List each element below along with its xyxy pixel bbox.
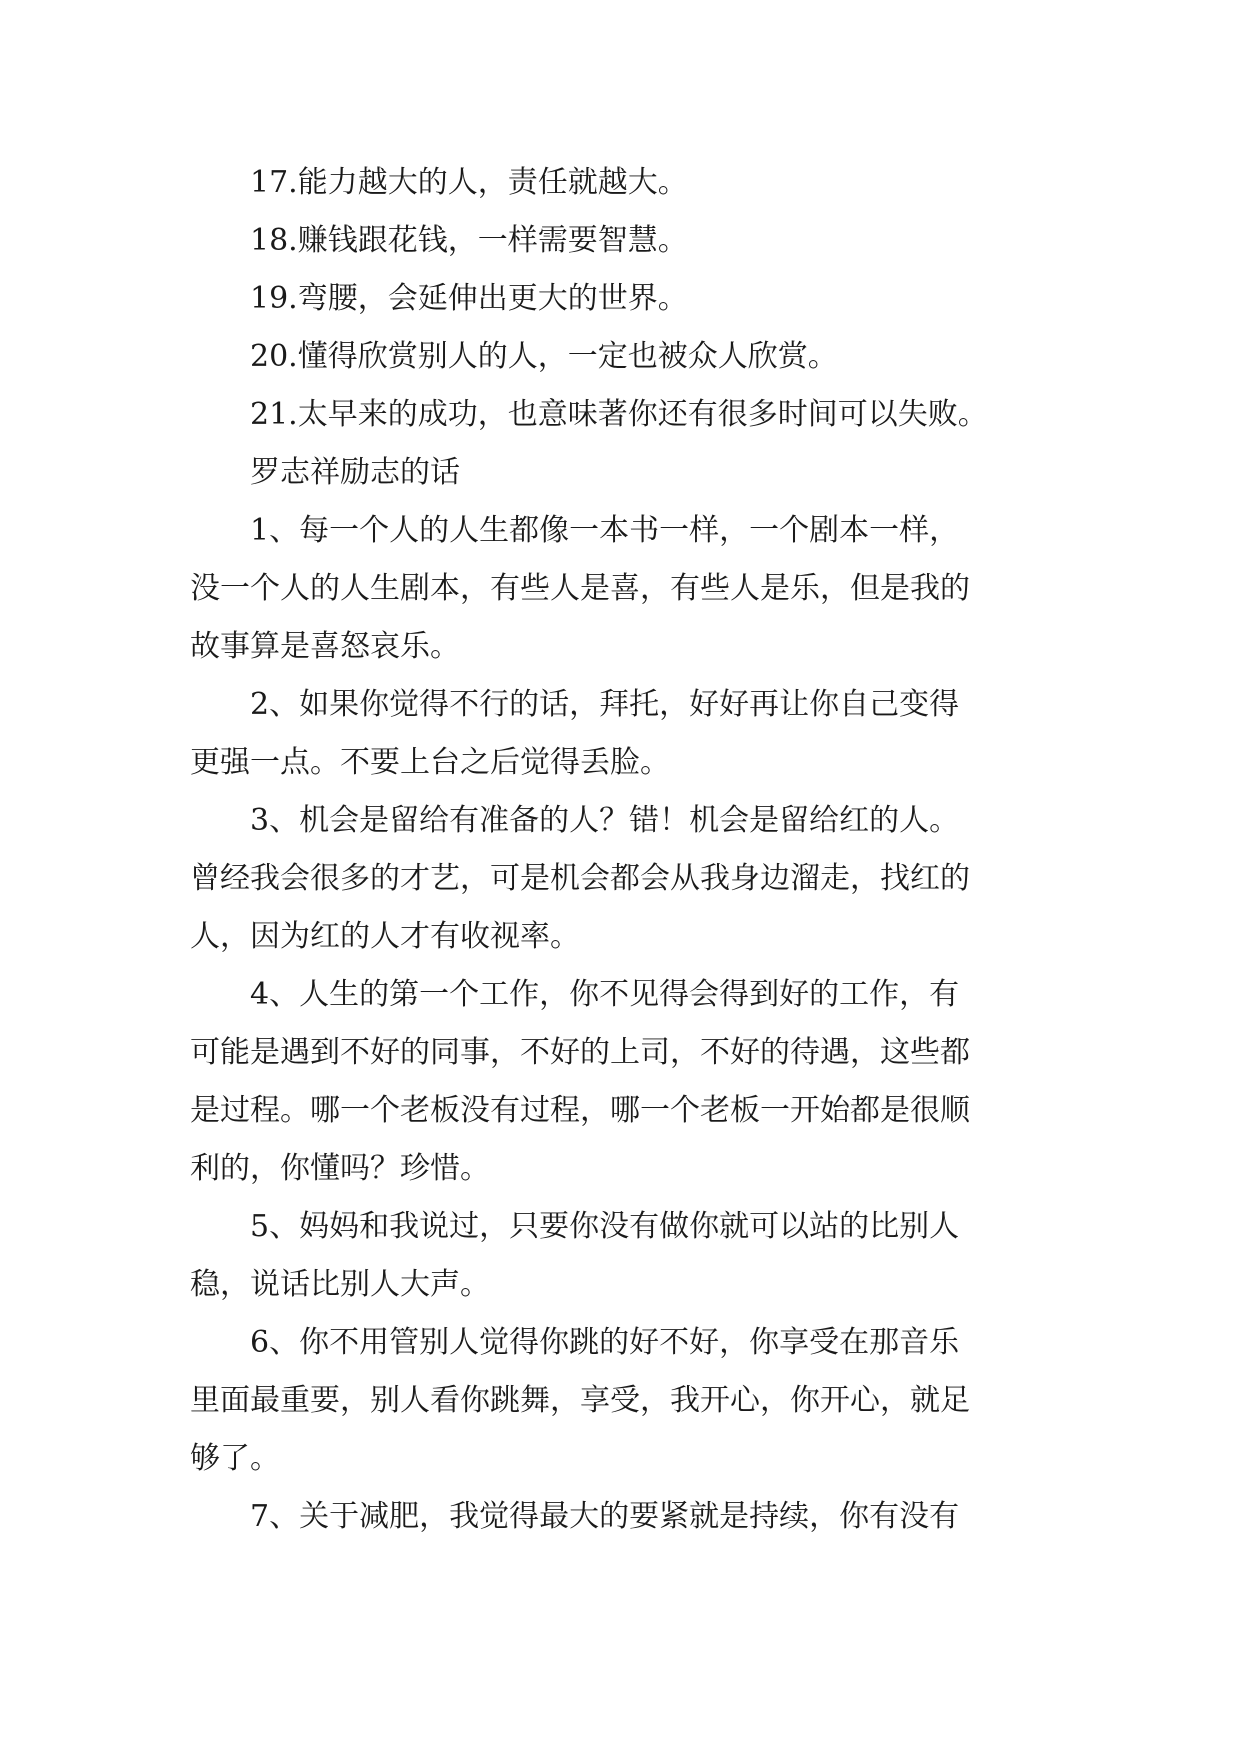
paragraph <box>190 502 1054 676</box>
paragraph-line: 7、关于减肥，我觉得最大的要紧就是持续，你有没有 <box>250 1499 960 1534</box>
paragraph <box>190 1488 1054 1546</box>
paragraph-line: 故事算是喜怒哀乐。 <box>190 629 460 664</box>
paragraph-line: 人，因为红的人才有收视率。 <box>190 919 580 954</box>
paragraph <box>190 1314 1054 1488</box>
paragraph-line: 2、如果你觉得不行的话，拜托，好好再让你自己变得 <box>250 687 960 722</box>
document-body <box>190 154 1054 1546</box>
paragraph-line: 没一个人的人生剧本，有些人是喜，有些人是乐，但是我的 <box>190 571 970 606</box>
paragraph-line: 够了。 <box>190 1441 280 1476</box>
paragraph-line: 利的，你懂吗？珍惜。 <box>190 1151 490 1186</box>
paragraph-line: 3、机会是留给有准备的人？错！机会是留给红的人。 <box>250 803 960 838</box>
paragraph-line: 可能是遇到不好的同事，不好的上司，不好的待遇，这些都 <box>190 1035 970 1070</box>
paragraph-line: 6、你不用管别人觉得你跳的好不好，你享受在那音乐 <box>250 1325 960 1360</box>
numbered-quote: 20.懂得欣赏别人的人，一定也被众人欣赏。 <box>250 339 838 374</box>
numbered-quote: 18.赚钱跟花钱，一样需要智慧。 <box>250 223 688 258</box>
paragraph-line: 更强一点。不要上台之后觉得丢脸。 <box>190 745 670 780</box>
paragraph-line: 1、每一个人的人生都像一本书一样，一个剧本一样， <box>250 513 960 548</box>
numbered-quote: 21.太早来的成功，也意味著你还有很多时间可以失败。 <box>250 397 988 432</box>
paragraph-line: 4、人生的第一个工作，你不见得会得到好的工作，有 <box>250 977 960 1012</box>
numbered-quote: 19.弯腰，会延伸出更大的世界。 <box>250 281 688 316</box>
paragraph-line: 曾经我会很多的才艺，可是机会都会从我身边溜走，找红的 <box>190 861 970 896</box>
paragraph <box>190 966 1054 1198</box>
paragraph <box>190 676 1054 792</box>
paragraph-line: 里面最重要，别人看你跳舞，享受，我开心，你开心，就足 <box>190 1383 970 1418</box>
paragraph-line: 5、妈妈和我说过，只要你没有做你就可以站的比别人 <box>250 1209 960 1244</box>
paragraph <box>190 1198 1054 1314</box>
paragraph-line: 稳，说话比别人大声。 <box>190 1267 490 1302</box>
paragraph-line: 是过程。哪一个老板没有过程，哪一个老板一开始都是很顺 <box>190 1093 970 1128</box>
paragraph <box>190 792 1054 966</box>
numbered-quote: 17.能力越大的人，责任就越大。 <box>250 165 688 200</box>
section-title: 罗志祥励志的话 <box>250 455 460 490</box>
